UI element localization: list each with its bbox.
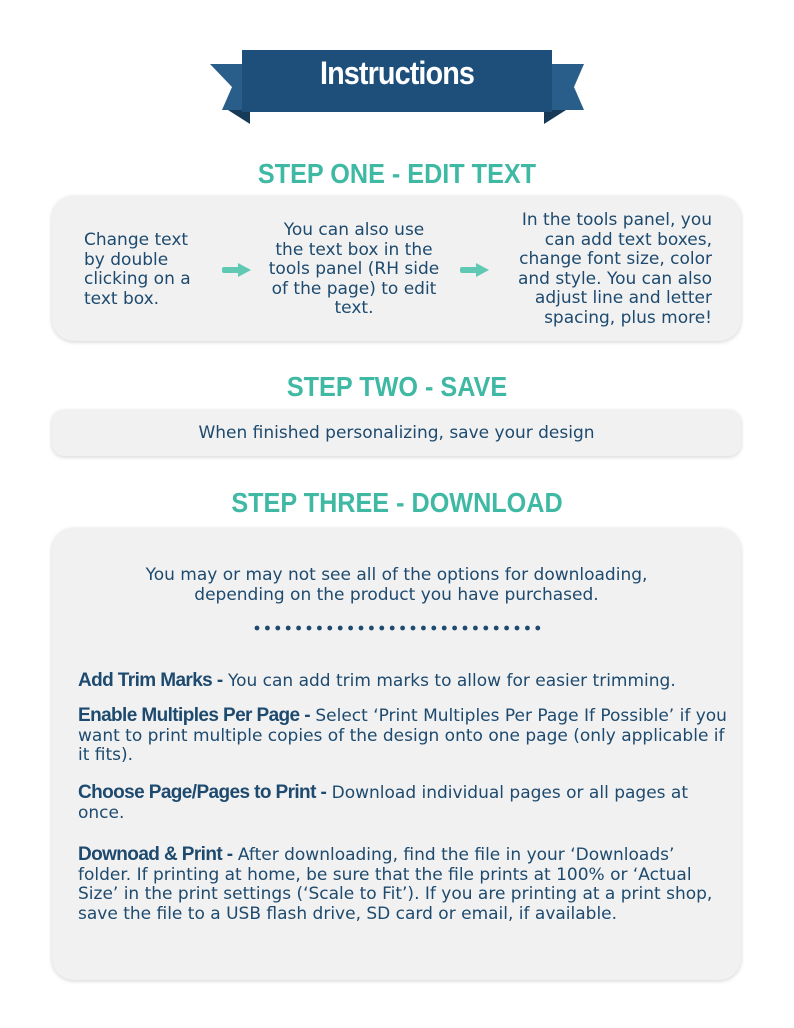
divider-dot: [483, 626, 488, 631]
divider-dot: [296, 626, 301, 631]
step-three-intro: You may or may not see all of the options for downloading, depending on the product you have purchased.: [145, 565, 648, 605]
option-text: After downloading, find the file in your ‘Downloads’ folder. If printing at home, be sure that the file prints at 100% or ‘Actual Size’ in the print settings (‘Scale to Fit’). If you are printing at a print shop, save the file to a USB flash drive, SD card or email, if available.: [78, 845, 713, 924]
dotted-divider: [253, 622, 543, 634]
divider-dot: [338, 626, 343, 631]
divider-dot: [379, 626, 384, 631]
divider-dot: [452, 626, 457, 631]
option-label: Choose Page/Pages to Print -: [78, 782, 327, 803]
divider-dot: [463, 626, 468, 631]
divider-dot: [265, 626, 270, 631]
divider-dot: [504, 626, 509, 631]
divider-dot: [431, 626, 436, 631]
option-label: Downoad & Print -: [78, 844, 233, 865]
divider-dot: [421, 626, 426, 631]
divider-dot: [494, 626, 499, 631]
step-three-heading: STEP THREE - DOWNLOAD: [231, 487, 563, 518]
divider-dot: [400, 626, 405, 631]
divider-dot: [317, 626, 322, 631]
option-text: Select ‘Print Multiples Per Page If Possible’ if you want to print multiple copies of the design onto one page (only applicable if it fits).: [78, 706, 727, 765]
divider-dot: [411, 626, 416, 631]
divider-dot: [255, 626, 260, 631]
divider-dot: [473, 626, 478, 631]
arrow-right-icon: [222, 262, 252, 278]
option-enable-multiples: [78, 706, 728, 766]
option-label: Enable Multiples Per Page -: [78, 705, 310, 726]
divider-dot: [515, 626, 520, 631]
divider-dot: [369, 626, 374, 631]
option-label: Add Trim Marks -: [78, 670, 223, 691]
arrow-right-icon: [460, 262, 490, 278]
step-two-heading: STEP TWO - SAVE: [286, 371, 508, 402]
divider-dot: [535, 626, 540, 631]
step-one-col2: You can also use the text box in the tools panel (RH side of the page) to edit text.: [268, 220, 440, 318]
option-add-trim-marks: [78, 671, 728, 692]
divider-dot: [327, 626, 332, 631]
option-choose-pages: [78, 783, 728, 823]
step-two-text: When finished personalizing, save your design: [198, 423, 595, 443]
page-title: Instructions: [319, 55, 475, 91]
divider-dot: [348, 626, 353, 631]
option-text: You can add trim marks to allow for easier trimming.: [222, 671, 676, 691]
divider-dot: [390, 626, 395, 631]
step-one-heading: STEP ONE - EDIT TEXT: [257, 158, 537, 189]
option-text: Download individual pages or all pages at once.: [78, 783, 689, 823]
divider-dot: [442, 626, 447, 631]
divider-dot: [359, 626, 364, 631]
step-one-col1: Change text by double clicking on a text box.: [84, 230, 191, 309]
divider-dot: [525, 626, 530, 631]
divider-dot: [286, 626, 291, 631]
divider-dot: [275, 626, 280, 631]
divider-dot: [307, 626, 312, 631]
option-download-print: [78, 845, 728, 924]
step-one-col3: In the tools panel, you can add text boxes, change font size, color and style. You can also adjust line and letter spacing, plus more!: [517, 210, 712, 328]
